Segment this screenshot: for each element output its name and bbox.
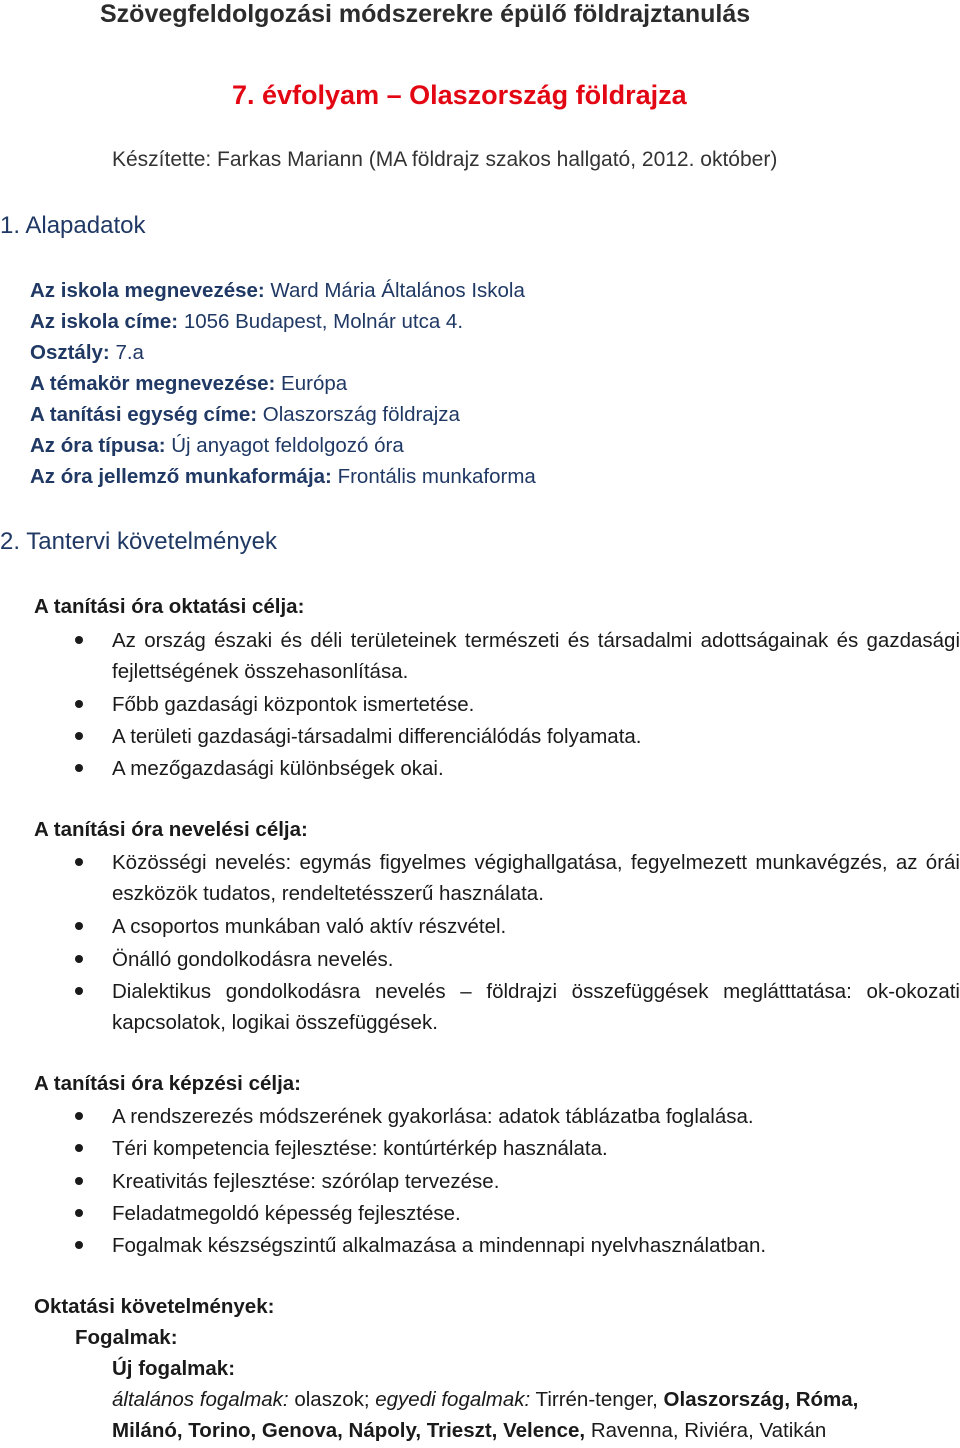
concepts-heading: Fogalmak:: [75, 1326, 178, 1349]
author-line: Készítette: Farkas Mariann (MA földrajz szakos hallgató, 2012. október): [112, 148, 778, 171]
goal-heading-oktatasi: A tanítási óra oktatási célja:: [34, 595, 305, 618]
bullet-icon: [75, 732, 83, 740]
list-item: Főbb gazdasági központok ismertetése.: [112, 693, 475, 716]
document-subtitle: 7. évfolyam – Olaszország földrajza: [232, 80, 687, 110]
list-item: Feladatmegoldó képesség fejlesztése.: [112, 1202, 461, 1225]
info-row: Osztály: 7.a: [30, 341, 144, 364]
info-row: A témakör megnevezése: Európa: [30, 372, 348, 395]
info-row: A tanítási egység címe: Olaszország földrajza: [30, 403, 460, 426]
list-item: Fogalmak készségszintű alkalmazása a mindennapi nyelvhasználatban.: [112, 1234, 767, 1257]
goal-heading-nevelesi: A tanítási óra nevelési célja:: [34, 818, 308, 841]
list-item: A területi gazdasági-társadalmi differenciálódás folyamata.: [112, 725, 642, 748]
section-heading-tantervi: 2. Tantervi követelmények: [0, 528, 278, 555]
info-row: Az iskola címe: 1056 Budapest, Molnár utca 4.: [30, 310, 464, 333]
concepts-line-2: Milánó, Torino, Genova, Nápoly, Trieszt, Velence, Ravenna, Riviéra, Vatikán: [112, 1419, 827, 1442]
document-title: Szövegfeldolgozási módszerekre épülő földrajztanulás: [100, 0, 751, 28]
list-item: Az ország északi és déli területeinek természeti és társadalmi adottságainak és gazdasági fejlettségének összehasonlítása.: [112, 629, 960, 683]
list-item: Téri kompetencia fejlesztése: kontúrtérkép használata.: [112, 1137, 608, 1160]
bullet-icon: [75, 764, 83, 772]
list-item: A rendszerezés módszerének gyakorlása: adatok táblázatba foglalása.: [112, 1105, 754, 1128]
info-row: Az óra jellemző munkaformája: Frontális munkaforma: [30, 465, 536, 488]
bullet-icon: [75, 1144, 83, 1152]
bullet-icon: [75, 858, 83, 866]
list-item: A mezőgazdasági különbségek okai.: [112, 757, 444, 780]
list-item: Önálló gondolkodásra nevelés.: [112, 948, 394, 971]
goal-heading-kepzesi: A tanítási óra képzési célja:: [34, 1072, 301, 1095]
list-item: Dialektikus gondolkodásra nevelés – földrajzi összefüggések meglátttatása: ok-okozati kapcsolatok, logikai összefüggések.: [112, 980, 960, 1034]
bullet-icon: [75, 1209, 83, 1217]
concepts-line-1: általános fogalmak: olaszok; egyedi fogalmak: Tirrén-tenger, Olaszország, Róma,: [112, 1388, 859, 1411]
requirements-heading: Oktatási követelmények:: [34, 1295, 275, 1318]
bullet-icon: [75, 987, 83, 995]
bullet-icon: [75, 922, 83, 930]
bullet-icon: [75, 1177, 83, 1185]
info-row: Az iskola megnevezése: Ward Mária Általános Iskola: [30, 279, 525, 302]
bullet-icon: [75, 955, 83, 963]
bullet-icon: [75, 1241, 83, 1249]
bullet-icon: [75, 700, 83, 708]
list-item: Közösségi nevelés: egymás figyelmes végighallgatása, fegyelmezett munkavégzés, az órái eszközök tudatos, rendeltetésszerű használata.: [112, 851, 960, 905]
section-heading-alapadatok: 1. Alapadatok: [0, 212, 146, 239]
bullet-icon: [75, 636, 83, 644]
list-item: A csoportos munkában való aktív részvétel.: [112, 915, 507, 938]
list-item: Kreativitás fejlesztése: szórólap tervezése.: [112, 1170, 500, 1193]
bullet-icon: [75, 1112, 83, 1120]
info-row: Az óra típusa: Új anyagot feldolgozó óra: [30, 434, 404, 457]
new-concepts-heading: Új fogalmak:: [112, 1357, 236, 1380]
